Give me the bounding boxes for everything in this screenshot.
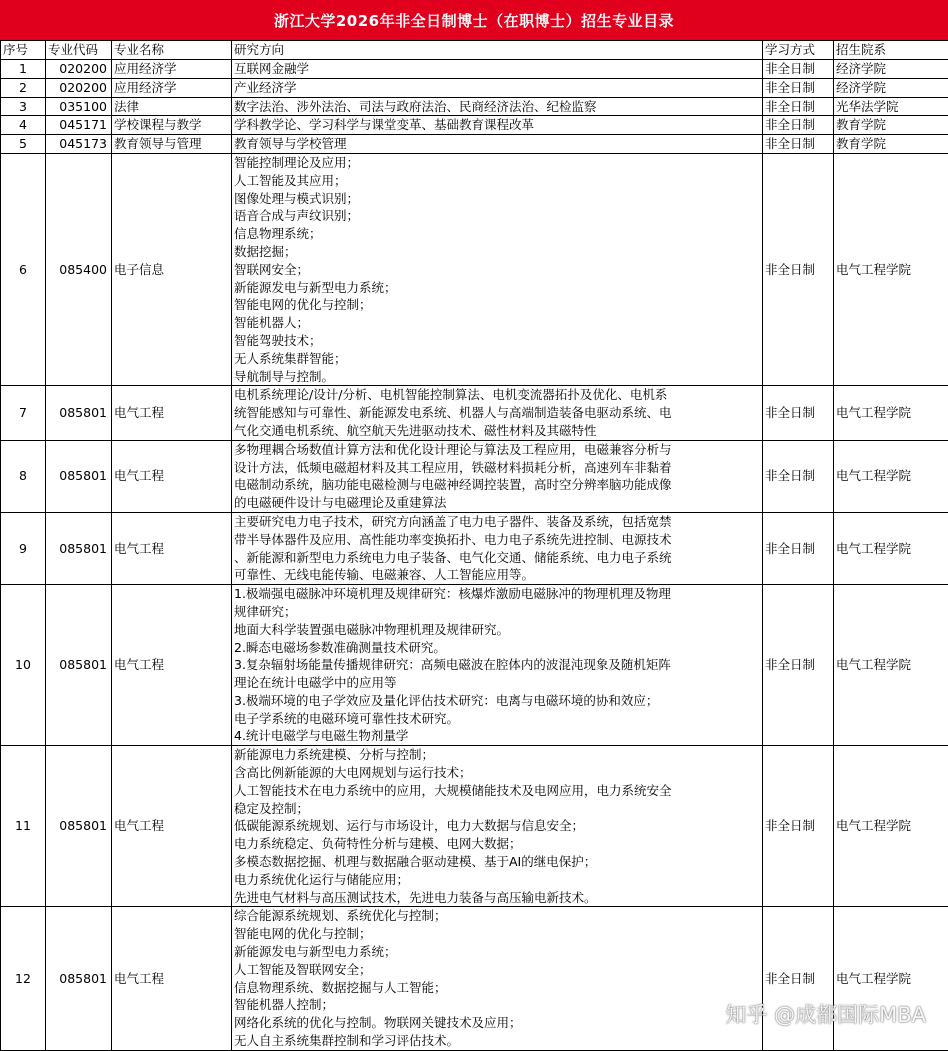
direction-line: 电磁制动系统，脑功能电磁检测与电磁神经调控装置，高时空分辨率脑功能成像 <box>234 476 760 494</box>
direction-line: 可靠性、无线电能传输、电磁兼容、人工智能应用等。 <box>234 566 760 584</box>
direction-line: 3.极端环境的电子学效应及量化评估技术研究：电离与电磁环境的协和效应； <box>234 692 760 710</box>
direction-line: 数据挖掘； <box>234 243 760 261</box>
cell-mode: 非全日制 <box>763 512 834 584</box>
cell-major: 应用经济学 <box>112 78 232 97</box>
table-row <box>1 746 948 907</box>
direction-line: 统智能感知与可靠性、新能源发电系统、机器人与高端制造装备电驱动系统、电 <box>234 404 760 422</box>
cell-direction <box>232 78 763 97</box>
direction-line: 新能源发电与新型电力系统； <box>234 943 760 961</box>
direction-line: 智能机器人； <box>234 314 760 332</box>
program-table <box>0 40 948 1051</box>
direction-line: 综合能源系统规划、系统优化与控制； <box>234 907 760 925</box>
cell-direction <box>232 116 763 135</box>
cell-mode: 非全日制 <box>763 60 834 79</box>
direction-line: 互联网金融学 <box>234 60 760 78</box>
cell-school: 教育学院 <box>834 116 948 135</box>
cell-direction <box>232 153 763 385</box>
table-title: 浙江大学2026年非全日制博士（在职博士）招生专业目录 <box>0 0 948 40</box>
direction-line: 新能源电力系统建模、分析与控制； <box>234 746 760 764</box>
direction-line: 的电磁硬件设计与电磁理论及重建算法 <box>234 494 760 512</box>
direction-line: 学科教学论、学习科学与课堂变革、基础教育课程改革 <box>234 116 760 134</box>
cell-major: 电气工程 <box>112 746 232 907</box>
cell-index: 9 <box>1 512 46 584</box>
cell-code: 085801 <box>46 386 112 440</box>
direction-line: 无人系统集群智能； <box>234 350 760 368</box>
direction-line: 导航制导与控制。 <box>234 368 760 386</box>
watermark: 知乎 @成都国际MBA <box>725 999 926 1029</box>
cell-code: 085801 <box>46 746 112 907</box>
cell-major: 教育领导与管理 <box>112 135 232 154</box>
cell-index: 12 <box>1 907 46 1050</box>
cell-mode: 非全日制 <box>763 135 834 154</box>
cell-direction <box>232 97 763 116</box>
table-row <box>1 135 948 154</box>
direction-line: 2.瞬态电磁场参数准确测量技术研究。 <box>234 639 760 657</box>
header-major: 专业名称 <box>112 41 232 60</box>
cell-major: 电气工程 <box>112 386 232 440</box>
cell-mode: 非全日制 <box>763 78 834 97</box>
cell-major: 电气工程 <box>112 440 232 512</box>
cell-code: 035100 <box>46 97 112 116</box>
direction-line: 含高比例新能源的大电网规划与运行技术； <box>234 764 760 782</box>
cell-major: 法律 <box>112 97 232 116</box>
direction-line: 、新能源和新型电力系统电力电子装备、电气化交通、储能系统、电力电子系统 <box>234 549 760 567</box>
direction-line: 带半导体器件及应用、高性能功率变换拓扑、电力电子系统先进控制、电源技术 <box>234 531 760 549</box>
cell-mode: 非全日制 <box>763 116 834 135</box>
cell-major: 学校课程与教学 <box>112 116 232 135</box>
table-header-row <box>1 41 948 60</box>
cell-code: 085801 <box>46 440 112 512</box>
direction-line: 产业经济学 <box>234 79 760 97</box>
header-index: 序号 <box>1 41 46 60</box>
cell-mode: 非全日制 <box>763 386 834 440</box>
cell-code: 045171 <box>46 116 112 135</box>
direction-line: 1.极端强电磁脉冲环境机理及规律研究：核爆炸激励电磁脉冲的物理机理及物理 <box>234 585 760 603</box>
direction-line: 电力系统优化运行与储能应用； <box>234 871 760 889</box>
direction-line: 主要研究电力电子技术，研究方向涵盖了电力电子器件、装备及系统，包括宽禁 <box>234 513 760 531</box>
cell-index: 7 <box>1 386 46 440</box>
cell-major: 电子信息 <box>112 153 232 385</box>
direction-line: 电力系统稳定、负荷特性分析与建模、电网大数据； <box>234 835 760 853</box>
cell-school: 电气工程学院 <box>834 585 948 746</box>
cell-mode: 非全日制 <box>763 907 834 1050</box>
table-row <box>1 97 948 116</box>
cell-code: 020200 <box>46 60 112 79</box>
cell-direction <box>232 746 763 907</box>
cell-direction <box>232 585 763 746</box>
direction-line: 低碳能源系统规划、运行与市场设计，电力大数据与信息安全； <box>234 817 760 835</box>
table-row <box>1 907 948 1050</box>
cell-mode: 非全日制 <box>763 746 834 907</box>
direction-line: 信息物理系统、数据挖掘与人工智能； <box>234 979 760 997</box>
cell-major: 应用经济学 <box>112 60 232 79</box>
cell-index: 3 <box>1 97 46 116</box>
direction-line: 智能控制理论及应用； <box>234 154 760 172</box>
cell-direction <box>232 386 763 440</box>
direction-line: 智能电网的优化与控制； <box>234 925 760 943</box>
cell-school: 电气工程学院 <box>834 746 948 907</box>
cell-direction <box>232 907 763 1050</box>
cell-school: 电气工程学院 <box>834 512 948 584</box>
direction-line: 智联网安全； <box>234 261 760 279</box>
cell-index: 6 <box>1 153 46 385</box>
direction-line: 智能驾驶技术； <box>234 332 760 350</box>
direction-line: 稳定及控制； <box>234 800 760 818</box>
cell-mode: 非全日制 <box>763 585 834 746</box>
cell-mode: 非全日制 <box>763 97 834 116</box>
cell-major: 电气工程 <box>112 512 232 584</box>
cell-school: 光华法学院 <box>834 97 948 116</box>
direction-line: 网络化系统的优化与控制。物联网关键技术及应用； <box>234 1014 760 1032</box>
table-row <box>1 116 948 135</box>
table-row <box>1 585 948 746</box>
direction-line: 数字法治、涉外法治、司法与政府法治、民商经济法治、纪检监察 <box>234 98 760 116</box>
table-row <box>1 440 948 512</box>
cell-direction <box>232 135 763 154</box>
cell-school: 电气工程学院 <box>834 907 948 1050</box>
direction-line: 人工智能技术在电力系统中的应用，大规模储能技术及电网应用，电力系统安全 <box>234 782 760 800</box>
cell-code: 085801 <box>46 512 112 584</box>
direction-line: 无人自主系统集群控制和学习评估技术。 <box>234 1032 760 1050</box>
direction-line: 电机系统理论/设计/分析、电机智能控制算法、电机变流器拓扑及优化、电机系 <box>234 386 760 404</box>
table-row <box>1 60 948 79</box>
direction-line: 气化交通电机系统、航空航天先进驱动技术、磁性材料及其磁特性 <box>234 422 760 440</box>
cell-index: 2 <box>1 78 46 97</box>
direction-line: 地面大科学装置强电磁脉冲物理机理及规律研究。 <box>234 621 760 639</box>
direction-line: 多模态数据挖掘、机理与数据融合驱动建模、基于AI的继电保护； <box>234 853 760 871</box>
cell-code: 085801 <box>46 907 112 1050</box>
cell-index: 5 <box>1 135 46 154</box>
direction-line: 先进电气材料与高压测试技术，先进电力装备与高压输电新技术。 <box>234 889 760 907</box>
direction-line: 人工智能及智联网安全； <box>234 961 760 979</box>
cell-major: 电气工程 <box>112 907 232 1050</box>
header-school: 招生院系 <box>834 41 948 60</box>
table-row <box>1 78 948 97</box>
direction-line: 理论在统计电磁学中的应用等 <box>234 674 760 692</box>
header-direction: 研究方向 <box>232 41 763 60</box>
direction-line: 新能源发电与新型电力系统； <box>234 279 760 297</box>
direction-line: 语音合成与声纹识别； <box>234 207 760 225</box>
direction-line: 3.复杂辐射场能量传播规律研究：高频电磁波在腔体内的波混沌现象及随机矩阵 <box>234 656 760 674</box>
cell-code: 085801 <box>46 585 112 746</box>
cell-mode: 非全日制 <box>763 440 834 512</box>
direction-line: 多物理耦合场数值计算方法和优化设计理论与算法及工程应用，电磁兼容分析与 <box>234 441 760 459</box>
table-row <box>1 512 948 584</box>
cell-direction <box>232 440 763 512</box>
cell-index: 11 <box>1 746 46 907</box>
cell-code: 045173 <box>46 135 112 154</box>
direction-line: 智能机器人控制； <box>234 996 760 1014</box>
header-mode: 学习方式 <box>763 41 834 60</box>
cell-major: 电气工程 <box>112 585 232 746</box>
direction-line: 信息物理系统； <box>234 225 760 243</box>
cell-school: 经济学院 <box>834 78 948 97</box>
direction-line: 人工智能及其应用； <box>234 172 760 190</box>
cell-direction <box>232 60 763 79</box>
cell-school: 经济学院 <box>834 60 948 79</box>
cell-school: 电气工程学院 <box>834 153 948 385</box>
table-row <box>1 153 948 385</box>
table-row <box>1 386 948 440</box>
direction-line: 4.统计电磁学与电磁生物剂量学 <box>234 727 760 745</box>
direction-line: 图像处理与模式识别； <box>234 190 760 208</box>
direction-line: 设计方法，低频电磁超材料及其工程应用，铁磁材料损耗分析，高速列车非黏着 <box>234 459 760 477</box>
cell-direction <box>232 512 763 584</box>
cell-school: 教育学院 <box>834 135 948 154</box>
direction-line: 教育领导与学校管理 <box>234 135 760 153</box>
direction-line: 电子学系统的电磁环境可靠性技术研究。 <box>234 710 760 728</box>
cell-index: 1 <box>1 60 46 79</box>
cell-school: 电气工程学院 <box>834 440 948 512</box>
cell-code: 085400 <box>46 153 112 385</box>
direction-line: 智能电网的优化与控制； <box>234 296 760 314</box>
cell-school: 电气工程学院 <box>834 386 948 440</box>
header-code: 专业代码 <box>46 41 112 60</box>
cell-index: 4 <box>1 116 46 135</box>
direction-line: 规律研究； <box>234 603 760 621</box>
cell-mode: 非全日制 <box>763 153 834 385</box>
cell-code: 020200 <box>46 78 112 97</box>
cell-index: 10 <box>1 585 46 746</box>
cell-index: 8 <box>1 440 46 512</box>
